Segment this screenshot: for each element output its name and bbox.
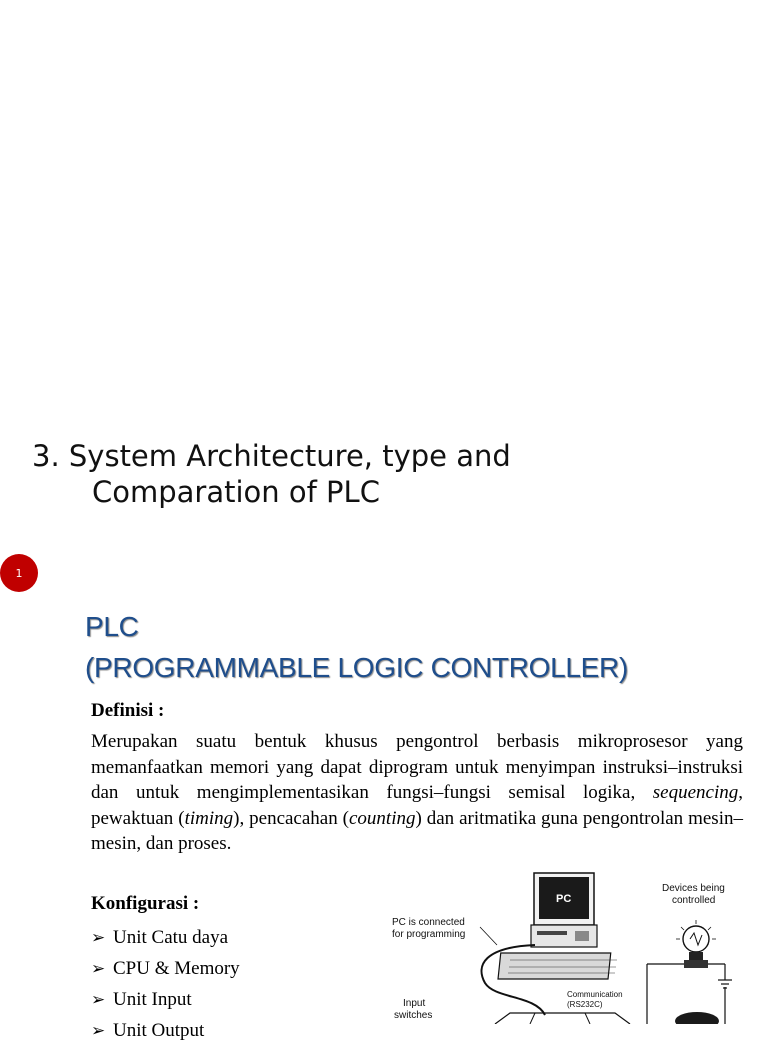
- communication-label-line2: (RS232C): [567, 1000, 603, 1009]
- definition-italic-timing: timing: [184, 807, 234, 829]
- motor-icon: [675, 1012, 719, 1024]
- list-item: ➢ Unit Output: [91, 1015, 240, 1046]
- pc-label: PC: [556, 893, 572, 905]
- devices-label-line2: controlled: [672, 895, 716, 906]
- section-title-line1: 3. System Architecture, type and: [32, 439, 511, 473]
- list-item: ➢ Unit Input: [91, 984, 240, 1015]
- section-title-line2: Comparation of PLC: [92, 475, 380, 509]
- definition-text: [91, 729, 743, 857]
- definition-label: Definisi :: [91, 700, 165, 721]
- pc-connected-label-line2: for programming: [392, 929, 466, 940]
- arrow-bullet-icon: ➢: [91, 1021, 106, 1040]
- slide-title: [85, 606, 745, 688]
- definition-italic-counting: counting: [348, 807, 416, 829]
- list-item: ➢ Unit Catu daya: [91, 922, 240, 953]
- arrow-bullet-icon: ➢: [91, 959, 106, 978]
- definition-part3: ), pencacahan (: [233, 807, 349, 829]
- pc-computer-icon: [498, 873, 617, 979]
- slide-number-badge: [0, 554, 38, 592]
- devices-label-line1: Devices being: [662, 883, 725, 894]
- configuration-label: Konfigurasi :: [91, 893, 200, 914]
- definition-italic-sequencing: sequencing: [652, 782, 739, 803]
- arrow-bullet-icon: ➢: [91, 990, 106, 1009]
- list-item: ➢ CPU & Memory: [91, 953, 240, 984]
- lamp-icon: [676, 920, 716, 968]
- section-title: [32, 438, 732, 510]
- input-label-line1: Input: [403, 998, 426, 1009]
- slide-title-line1: PLC: [85, 611, 139, 642]
- input-label-line2: switches: [394, 1010, 433, 1021]
- pc-connected-label-line1: PC is connected: [392, 917, 465, 928]
- arrow-bullet-icon: ➢: [91, 928, 106, 947]
- plc-system-diagram: [385, 865, 768, 1024]
- definition-part4: ) dan aritmatika guna pengontrolan mesin–mesin, dan proses.: [91, 807, 743, 854]
- communication-label-line1: Communication: [567, 990, 623, 999]
- definition-part2: , pewaktuan (: [91, 782, 743, 829]
- slide-title-line2: (PROGRAMMABLE LOGIC CONTROLLER): [85, 652, 629, 683]
- definition-part1: Merupakan suatu bentuk khusus pengontrol berbasis mikroprosesor yang memanfaatkan memori yang dapat diprogram untuk menyimpan instruksi–instruksi dan untuk mengimplementasikan fungsi–fungsi semisal logika,: [91, 731, 743, 803]
- slide-number: 1: [15, 566, 23, 580]
- configuration-list: [91, 922, 240, 1046]
